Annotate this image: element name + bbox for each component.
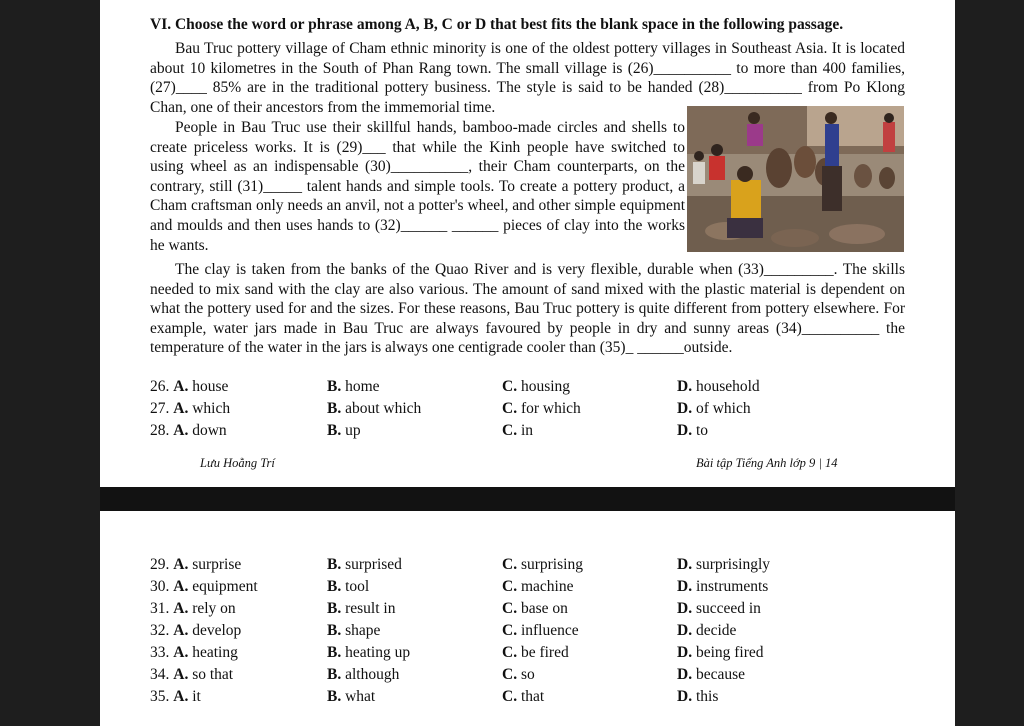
- option-a[interactable]: 32. A. develop: [150, 622, 242, 639]
- passage-paragraph-2: [150, 118, 685, 255]
- option-c[interactable]: C. for which: [502, 400, 581, 417]
- option-d[interactable]: D. because: [677, 666, 746, 683]
- option-d[interactable]: D. of which: [677, 400, 751, 417]
- worksheet-page-1: [100, 0, 955, 487]
- option-b[interactable]: B. about which: [327, 400, 422, 417]
- option-b[interactable]: B. up: [327, 422, 361, 439]
- option-b[interactable]: B. surprised: [327, 556, 402, 573]
- option-c[interactable]: C. influence: [502, 622, 579, 639]
- option-row: [150, 644, 850, 664]
- option-b[interactable]: B. what: [327, 688, 376, 705]
- option-c[interactable]: C. in: [502, 422, 534, 439]
- option-c[interactable]: C. surprising: [502, 556, 583, 573]
- option-b[interactable]: B. result in: [327, 600, 396, 617]
- option-b[interactable]: B. shape: [327, 622, 381, 639]
- option-a[interactable]: 31. A. rely on: [150, 600, 236, 617]
- option-d[interactable]: D. this: [677, 688, 719, 705]
- page-divider: [100, 487, 955, 511]
- option-row: [150, 422, 850, 442]
- option-a[interactable]: 30. A. equipment: [150, 578, 258, 595]
- option-row: [150, 666, 850, 686]
- option-row: [150, 378, 850, 398]
- option-d[interactable]: D. instruments: [677, 578, 769, 595]
- option-c[interactable]: C. be fired: [502, 644, 569, 661]
- option-row: [150, 556, 850, 576]
- section-title: VI. Choose the word or phrase among A, B, C or D that best fits the blank space in the following passage.: [150, 16, 844, 33]
- option-row: [150, 578, 850, 598]
- option-a[interactable]: 28. A. down: [150, 422, 227, 439]
- option-row: [150, 622, 850, 642]
- passage-paragraph-2-text: People in Bau Truc use their skillful hands, bamboo-made circles and shells to create priceless works. It is (29)___ that while the Kinh people have switched to using wheel as an indispensable (30)__________, their Cham counterparts, on the contrary, still (31)_____ talent hands and simple tools. To create a pottery product, a Cham craftsman only needs an anvil, not a potter's wheel, and other simple equipment and moulds and then uses hands to (32)______ ______ pieces of clay into the works he wants.: [150, 119, 685, 254]
- option-a[interactable]: 33. A. heating: [150, 644, 238, 661]
- footer-author: Lưu Hoằng Trí: [200, 456, 275, 470]
- option-a[interactable]: 26. A. house: [150, 378, 229, 395]
- option-c[interactable]: C. that: [502, 688, 545, 705]
- option-b[interactable]: B. heating up: [327, 644, 411, 661]
- passage-paragraph-3: [150, 260, 905, 358]
- option-b[interactable]: B. tool: [327, 578, 370, 595]
- option-c[interactable]: C. housing: [502, 378, 571, 395]
- passage-paragraph-1-text: Bau Truc pottery village of Cham ethnic minority is one of the oldest pottery villages in Southeast Asia. It is located about 10 kilometres in the South of Phan Rang town. The small village is (26)__________ to more than 400 families, (27)____ 85% are in the traditional pottery business. The style is said to be handed (28)__________ from Po Klong Chan, one of their ancestors from the immemorial time.: [150, 40, 905, 116]
- option-a[interactable]: 29. A. surprise: [150, 556, 242, 573]
- option-d[interactable]: D. succeed in: [677, 600, 761, 617]
- worksheet-page-2: [100, 511, 955, 726]
- option-b[interactable]: B. home: [327, 378, 380, 395]
- pottery-village-photo: [687, 106, 904, 252]
- option-d[interactable]: D. to: [677, 422, 709, 439]
- option-row: [150, 688, 850, 708]
- footer-page-info: Bài tập Tiếng Anh lớp 9 | 14: [696, 456, 838, 470]
- option-row: [150, 400, 850, 420]
- option-d[interactable]: D. decide: [677, 622, 737, 639]
- option-a[interactable]: 34. A. so that: [150, 666, 234, 683]
- option-a[interactable]: 35. A. it: [150, 688, 201, 705]
- option-row: [150, 600, 850, 620]
- option-d[interactable]: D. surprisingly: [677, 556, 771, 573]
- option-b[interactable]: B. although: [327, 666, 400, 683]
- passage-paragraph-3-text: The clay is taken from the banks of the Quao River and is very flexible, durable when (33)_________. The skills needed to mix sand with the clay are also various. The amount of sand mixed with the plastic material is dependent on what the pottery used for and the sizes. For these reasons, Bau Truc pottery is quite different from pottery elsewhere. For example, water jars made in Bau Truc are always favoured by people in dry and sunny areas (34)__________ the temperature of the water in the jars is always one centigrade cooler than (35)_ ______outside.: [150, 261, 905, 357]
- option-d[interactable]: D. being fired: [677, 644, 764, 661]
- option-c[interactable]: C. machine: [502, 578, 574, 595]
- option-a[interactable]: 27. A. which: [150, 400, 231, 417]
- option-c[interactable]: C. base on: [502, 600, 568, 617]
- option-c[interactable]: C. so: [502, 666, 535, 683]
- option-d[interactable]: D. household: [677, 378, 760, 395]
